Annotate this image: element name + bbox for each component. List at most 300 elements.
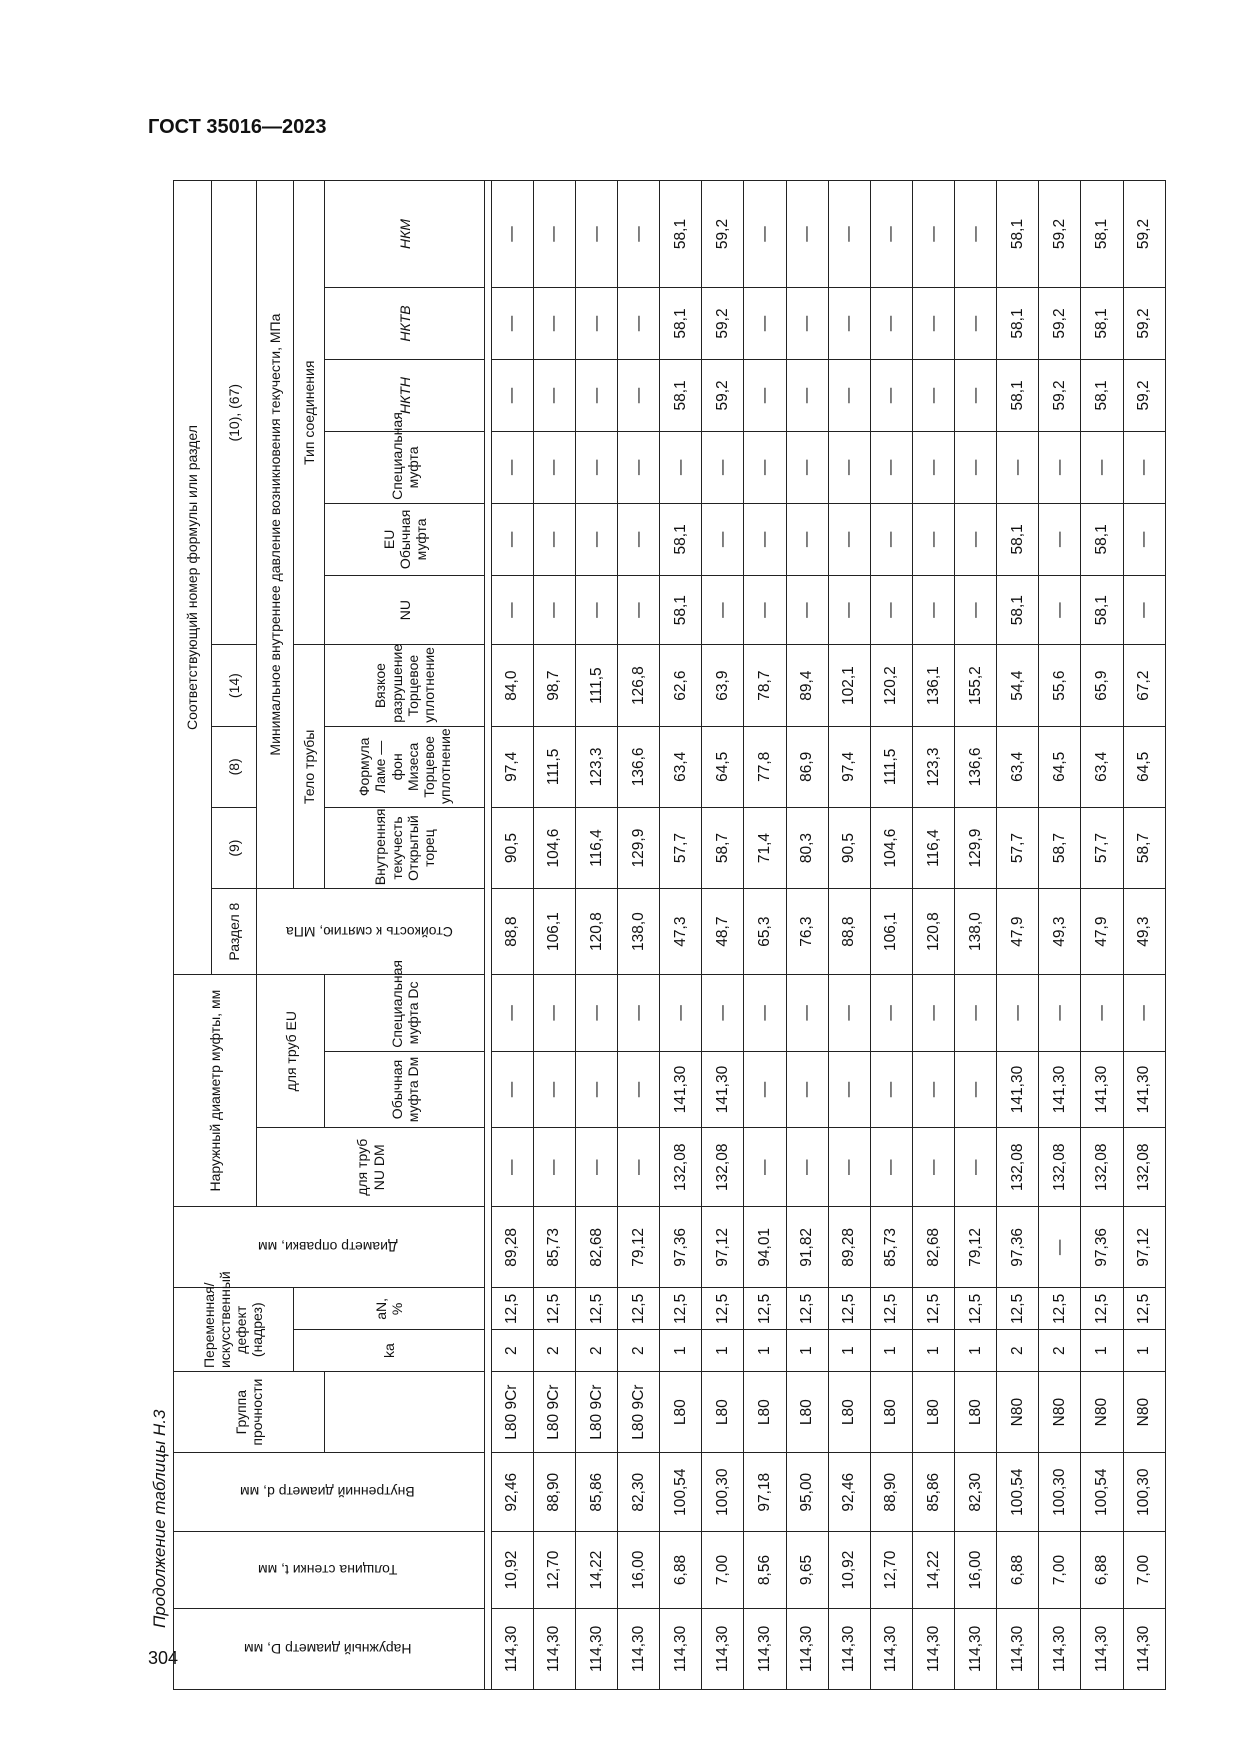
table-cell: — [828,975,870,1052]
table-cell: 82,30 [955,1453,997,1532]
table-cell: — [955,503,997,575]
table-cell: 58,1 [660,288,702,360]
table-cell: 59,2 [702,359,744,431]
table-cell: — [1039,975,1081,1052]
table-cell: — [1039,431,1081,503]
table-cell: 77,8 [744,726,786,807]
table-cell: 1 [702,1330,744,1372]
table-cell: 138,0 [955,889,997,975]
table-cell: — [828,288,870,360]
table-cell: 67,2 [1123,645,1165,726]
table-cell: 132,08 [997,1128,1039,1207]
table-cell: — [997,975,1039,1052]
table-cell: 88,90 [533,1453,575,1532]
table-cell: — [997,431,1039,503]
table-cell: 100,54 [1081,1453,1123,1532]
table-cell: 100,30 [1039,1453,1081,1532]
table-cell: 14,22 [912,1532,954,1609]
table-cell: 59,2 [1123,288,1165,360]
table-cell: — [744,359,786,431]
table-cell: 116,4 [575,807,617,888]
table-cell: 12,5 [786,1288,828,1330]
table-cell: 94,01 [744,1207,786,1288]
table-cell: — [870,1128,912,1207]
table-row [870,181,912,1690]
ref-9: (9) [211,807,257,888]
table-row [828,181,870,1690]
table-cell: N80 [1081,1372,1123,1453]
table-cell: 12,5 [660,1288,702,1330]
table-cell: — [491,1051,533,1128]
table-cell: N80 [997,1372,1039,1453]
table-cell: — [618,1051,660,1128]
table-cell: 114,30 [997,1608,1039,1689]
table-cell: — [575,359,617,431]
ref-section8: Раздел 8 [211,889,257,975]
table-cell: 2 [491,1330,533,1372]
table-cell: — [575,575,617,645]
table-cell: — [575,975,617,1052]
table-cell: 1 [1123,1330,1165,1372]
table-cell: 1 [786,1330,828,1372]
table-cell: — [1039,575,1081,645]
table-cell: 12,5 [702,1288,744,1330]
table-cell: 47,3 [660,889,702,975]
table-cell: 16,00 [618,1532,660,1609]
table-cell: 97,36 [660,1207,702,1288]
table-cell: 57,7 [660,807,702,888]
table-cell: 64,5 [1123,726,1165,807]
open-end-label: Открытый торец [404,815,437,881]
table-cell: 97,12 [1123,1207,1165,1288]
table-cell: — [786,575,828,645]
table-cell: — [618,431,660,503]
table-cell: — [912,431,954,503]
table-row [912,181,954,1690]
col-ka-header: ka [293,1330,484,1372]
col-lame-end-seal [325,726,484,807]
table-cell: 111,5 [575,645,617,726]
table-cell: 132,08 [1123,1128,1165,1207]
table-cell: 2 [1039,1330,1081,1372]
table-cell: 12,5 [870,1288,912,1330]
table-cell: — [870,181,912,288]
formula-ref-header: Соответствующий номер формулы или раздел [174,181,212,975]
table-cell: 106,1 [533,889,575,975]
table-cell: 114,30 [575,1608,617,1689]
table-cell: — [618,359,660,431]
table-cell: 114,30 [912,1608,954,1689]
table-cell: 58,1 [997,288,1039,360]
table-cell: 64,5 [702,726,744,807]
table-cell: 98,7 [533,645,575,726]
table-cell: — [828,1128,870,1207]
table-cell: — [744,288,786,360]
table-cell: 2 [533,1330,575,1372]
eu-label: EU [380,529,397,550]
table-cell: — [533,1051,575,1128]
table-cell: — [744,503,786,575]
table-cell: 123,3 [575,726,617,807]
table-cell: — [618,975,660,1052]
table-cell: — [912,503,954,575]
table-cell: — [912,1051,954,1128]
table-cell: 57,7 [997,807,1039,888]
table-cell: 129,9 [955,807,997,888]
table-cell: 8,56 [744,1532,786,1609]
table-cell: — [786,288,828,360]
table-cell: 63,9 [702,645,744,726]
table-cell: 104,6 [870,807,912,888]
min-pressure-header: Минимальное внутреннее давление возникновения текучести, МПа [257,181,293,889]
table-cell: 97,4 [491,726,533,807]
header-row-1 [174,181,212,1690]
col-ductile-end-seal [325,645,484,726]
table-cell: — [491,288,533,360]
table-cell: 14,22 [575,1532,617,1609]
table-cell: 2 [618,1330,660,1372]
table-cell: 2 [997,1330,1039,1372]
table-cell: 114,30 [1123,1608,1165,1689]
table-cell: 58,1 [1081,503,1123,575]
table-cell: 104,6 [533,807,575,888]
table-cell: 90,5 [828,807,870,888]
table-cell: 12,5 [912,1288,954,1330]
table-cell: — [618,575,660,645]
table-cell: L80 [702,1372,744,1453]
table-cell: 114,30 [491,1608,533,1689]
table-cell: 84,0 [491,645,533,726]
table-cell: — [744,181,786,288]
table-row [491,181,533,1690]
table-cell: — [955,975,997,1052]
table-cell: 58,1 [997,575,1039,645]
table-cell: — [828,359,870,431]
table-cell: 88,8 [828,889,870,975]
col-nktn-header: НКТН [325,359,484,431]
eu-regular-label: Обычная муфта [396,509,429,570]
page-number: 304 [148,1648,179,1668]
table-cell: 6,88 [997,1532,1039,1609]
table-cell: L80 [828,1372,870,1453]
table-cell: — [533,975,575,1052]
table-cell: L80 [744,1372,786,1453]
header-separator [484,181,491,1690]
table-cell: 85,73 [870,1207,912,1288]
table-cell: — [744,1051,786,1128]
table-cell: 9,65 [786,1532,828,1609]
col-inner-diameter-header: Внутренний диаметр d, мм [174,1453,485,1532]
table-cell: 136,1 [912,645,954,726]
table-row [1081,181,1123,1690]
table-cell: — [870,503,912,575]
table-cell: — [618,503,660,575]
table-cell: 64,5 [1039,726,1081,807]
table-cell: — [955,575,997,645]
table-cell: 1 [1081,1330,1123,1372]
table-cell: 59,2 [1039,288,1081,360]
table-cell: 111,5 [533,726,575,807]
col-an-header: aN, % [293,1288,484,1330]
table-cell: 136,6 [618,726,660,807]
table-cell: 82,68 [575,1207,617,1288]
table-cell: — [491,503,533,575]
table-cell: — [491,1128,533,1207]
table-cell: 58,7 [1123,807,1165,888]
table-cell: 141,30 [997,1051,1039,1128]
table-cell: 114,30 [744,1608,786,1689]
table-cell: 120,8 [912,889,954,975]
table-cell: 12,5 [533,1288,575,1330]
table-cell: — [533,503,575,575]
table-cell: 97,18 [744,1453,786,1532]
table-cell: 10,92 [828,1532,870,1609]
table-cell: 97,12 [702,1207,744,1288]
table-cell: 58,1 [1081,181,1123,288]
table-cell: 78,7 [744,645,786,726]
table-cell: 138,0 [618,889,660,975]
table-cell: — [491,431,533,503]
table-cell: 123,3 [912,726,954,807]
col-grade-extra [325,1372,484,1453]
table-cell: 12,5 [955,1288,997,1330]
table-row [702,181,744,1690]
table-cell: 114,30 [786,1608,828,1689]
table-cell: 7,00 [1039,1532,1081,1609]
table-cell: — [491,359,533,431]
table-cell: — [533,288,575,360]
table-cell: — [744,431,786,503]
table-cell: — [912,1128,954,1207]
table-cell: 141,30 [1039,1051,1081,1128]
table-cell: 100,30 [1123,1453,1165,1532]
table-cell: 114,30 [955,1608,997,1689]
table-cell: 63,4 [660,726,702,807]
table-cell: — [1039,503,1081,575]
body-header: Тело трубы [293,645,325,889]
table-cell: 55,6 [1039,645,1081,726]
table-cell: 82,30 [618,1453,660,1532]
table-cell: 132,08 [1081,1128,1123,1207]
separator-cell [484,181,491,1690]
table-cell: 58,1 [660,575,702,645]
ref-8: (8) [211,726,257,807]
table-cell: 86,9 [786,726,828,807]
table-cell: — [828,503,870,575]
table-cell: 12,70 [870,1532,912,1609]
table-cell: 12,5 [1081,1288,1123,1330]
table-cell: 114,30 [618,1608,660,1689]
table-row [1039,181,1081,1690]
table-cell: 79,12 [955,1207,997,1288]
table-cell: — [912,181,954,288]
col-outer-diameter-header: Наружный диаметр D, мм [174,1608,485,1689]
table-cell: 89,28 [828,1207,870,1288]
table-cell: 88,8 [491,889,533,975]
table-cell: — [870,359,912,431]
table-cell: 92,46 [491,1453,533,1532]
table-cell: L80 [660,1372,702,1453]
table-cell: — [828,181,870,288]
table-cell: 1 [955,1330,997,1372]
table-cell: — [1123,575,1165,645]
table-row [618,181,660,1690]
table-cell: — [955,288,997,360]
table-cell: — [533,431,575,503]
table-cell: 114,30 [533,1608,575,1689]
table-cell: 120,8 [575,889,617,975]
table-cell: 49,3 [1123,889,1165,975]
col-yield-open-end [325,807,484,888]
table-cell: 12,5 [828,1288,870,1330]
table-row [1123,181,1165,1690]
table-cell: 141,30 [660,1051,702,1128]
table-cell: L80 [870,1372,912,1453]
table-cell: N80 [1123,1372,1165,1453]
col-defect-header: Переменная/искусственный дефект (надрез) [174,1288,294,1372]
table-cell: 97,4 [828,726,870,807]
ref-10-67: (10), (67) [211,181,257,645]
table-cell: — [1081,975,1123,1052]
ref-14: (14) [211,645,257,726]
col-drift-header: Диаметр оправки, мм [174,1207,485,1288]
table-cell: 58,1 [660,181,702,288]
col-coupling-header: Наружный диаметр муфты, мм [174,975,257,1207]
table-cell: 12,5 [575,1288,617,1330]
table-cell: L80 9Cr [618,1372,660,1453]
table-row [533,181,575,1690]
table-cell: L80 9Cr [575,1372,617,1453]
table-cell: 49,3 [1039,889,1081,975]
col-nu-header: NU [325,575,484,645]
table-cell: 7,00 [702,1532,744,1609]
table-cell: N80 [1039,1372,1081,1453]
col-nu-pipes-header: для труб NU DM [257,1128,485,1207]
table-cell: 89,28 [491,1207,533,1288]
table-cell: 47,9 [1081,889,1123,975]
table-cell: — [828,431,870,503]
table-cell: 1 [828,1330,870,1372]
table-cell: 58,1 [997,181,1039,288]
table-cell: 89,4 [786,645,828,726]
table-cell: 79,12 [618,1207,660,1288]
table-cell: 71,4 [744,807,786,888]
table-cell: — [870,575,912,645]
table-cell: 59,2 [702,181,744,288]
table-cell: — [660,975,702,1052]
col-eu-regular-header [325,503,484,575]
table-cell: 1 [660,1330,702,1372]
table-cell: 65,3 [744,889,786,975]
table-cell: — [533,1128,575,1207]
table-cell: — [870,975,912,1052]
table-cell: 12,70 [533,1532,575,1609]
table-cell: — [912,575,954,645]
table-cell: — [744,975,786,1052]
table-continuation-caption: Продолжение таблицы Н.3 [150,1409,169,1628]
table-cell: 12,5 [1039,1288,1081,1330]
table-cell: 7,00 [1123,1532,1165,1609]
table-cell: — [786,431,828,503]
table-cell: 88,90 [870,1453,912,1532]
table-cell: 129,9 [618,807,660,888]
table-cell: 141,30 [702,1051,744,1128]
table-cell: — [491,975,533,1052]
table-cell: 58,1 [660,503,702,575]
table-cell: 63,4 [1081,726,1123,807]
table-cell: — [575,431,617,503]
table-cell: — [702,503,744,575]
table-cell: 95,00 [786,1453,828,1532]
table-cell: 100,54 [660,1453,702,1532]
table-cell: — [702,575,744,645]
col-wall-thickness-header: Толщина стенки t, мм [174,1532,485,1609]
table-cell: — [870,431,912,503]
table-cell: 100,30 [702,1453,744,1532]
table-cell: — [702,975,744,1052]
table-cell: 97,36 [997,1207,1039,1288]
table-cell: — [491,575,533,645]
table-cell: 90,5 [491,807,533,888]
table-row [660,181,702,1690]
table-cell: 1 [870,1330,912,1372]
table-cell: 114,30 [1081,1608,1123,1689]
table-cell: 6,88 [660,1532,702,1609]
table-cell: — [575,1128,617,1207]
col-special-coupling-header: Специальная муфта Dс [325,975,484,1052]
table-cell: — [660,431,702,503]
table-cell: — [1039,1207,1081,1288]
table-cell: — [1123,431,1165,503]
table-cell: — [786,1051,828,1128]
ductile-end-seal-label: Торцевое уплотнение [404,647,437,723]
table-cell: — [870,288,912,360]
table-cell: 100,54 [997,1453,1039,1532]
table-cell: — [955,431,997,503]
table-cell: 16,00 [955,1532,997,1609]
table-cell: L80 9Cr [533,1372,575,1453]
table-cell: 59,2 [1123,359,1165,431]
table-body [174,181,1166,1690]
table-cell: 82,68 [912,1207,954,1288]
table-cell: 85,86 [912,1453,954,1532]
table-row [744,181,786,1690]
table-row [575,181,617,1690]
table-cell: — [786,359,828,431]
table-cell: 12,5 [1123,1288,1165,1330]
table-cell: 59,2 [702,288,744,360]
table-cell: 59,2 [1039,359,1081,431]
table-cell: L80 9Cr [491,1372,533,1453]
table-cell: 102,1 [828,645,870,726]
table-cell: — [702,431,744,503]
table-cell: 47,9 [997,889,1039,975]
standard-title: ГОСТ 35016—2023 [148,116,327,138]
table-cell: 136,6 [955,726,997,807]
table-cell: 58,7 [1039,807,1081,888]
table-cell: 80,3 [786,807,828,888]
table-cell: — [870,1051,912,1128]
table-cell: — [955,359,997,431]
table-cell: 54,4 [997,645,1039,726]
table-cell: — [618,1128,660,1207]
table-cell: 120,2 [870,645,912,726]
table-cell: — [786,1128,828,1207]
table-row [997,181,1039,1690]
table-cell: 85,73 [533,1207,575,1288]
table-cell: — [744,1128,786,1207]
table-cell: 57,7 [1081,807,1123,888]
